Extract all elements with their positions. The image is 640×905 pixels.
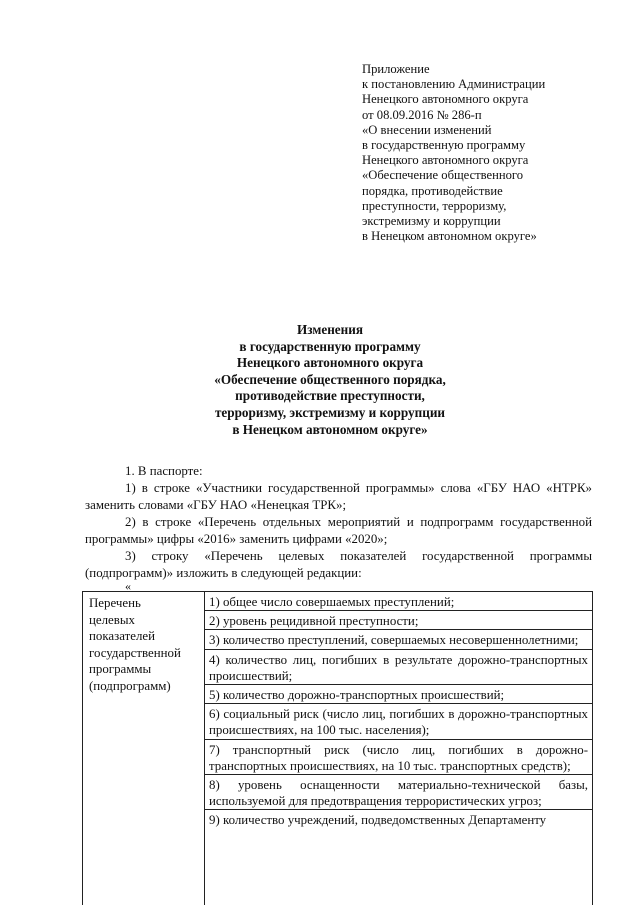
table-row: 8) уровень оснащенности материально-технической базы, используемой для предотвращения террористических угроз; <box>205 775 592 810</box>
section-heading: 1. В паспорте: <box>125 464 203 478</box>
table-row: 3) количество преступлений, совершаемых несовершеннолетними; <box>205 630 592 649</box>
annex-line: от 08.09.2016 № 286-п <box>362 107 482 122</box>
title-line: Изменения <box>297 322 363 337</box>
table-row: 6) социальный риск (число лиц, погибших в дорожно-транспортных происшествиях, на 100 тыс. населения); <box>205 704 592 739</box>
annex-header <box>362 62 612 244</box>
table-header-cell <box>83 592 205 905</box>
table-row: 9) количество учреждений, подведомственных Департаменту <box>209 813 547 828</box>
header-line: показателей <box>89 629 156 643</box>
annex-line: преступности, терроризму, <box>362 198 507 213</box>
title-line: в Ненецком автономном округе» <box>232 421 428 437</box>
header-line: Перечень <box>89 596 141 610</box>
table-row: 1) общее число совершаемых преступлений; <box>205 592 592 611</box>
header-line: государственной <box>89 645 181 660</box>
table-row: 7) транспортный риск (число лиц, погибших в дорожно-транспортных происшествиях, на 10 тыс. транспортных средств); <box>205 740 592 775</box>
annex-line: к постановлению Администрации <box>362 77 546 92</box>
header-line: (подпрограмм) <box>89 678 171 693</box>
annex-line: «Обеспечение общественного <box>362 168 524 183</box>
body-paragraphs <box>85 463 592 582</box>
annex-line: «О внесении изменений <box>362 122 492 137</box>
annex-line: в государственную программу <box>362 138 526 153</box>
title-line: в государственную программу <box>239 338 421 354</box>
title-line: Ненецкого автономного округа <box>236 355 424 371</box>
quote-open-mark: « <box>125 579 131 593</box>
annex-line: Ненецкого автономного округа <box>362 92 529 107</box>
annex-line: в Ненецком автономном округе» <box>362 229 537 244</box>
paragraph-item-3: 3) строку «Перечень целевых показателей государственной программы (подпрограмм)» изложить в следующей редакции: <box>85 549 592 580</box>
table-row: 4) количество лиц, погибших в результате дорожно-транспортных происшествий; <box>205 650 592 685</box>
table-row: 5) количество дорожно-транспортных происшествий; <box>205 685 592 704</box>
header-line: целевых <box>89 612 135 627</box>
paragraph-item-1: 1) в строке «Участники государственной программы» слова «ГБУ НАО «НТРК» заменить словами «ГБУ НАО «Ненецкая ТРК»; <box>85 481 592 512</box>
title-line: «Обеспечение общественного порядка, <box>214 371 446 387</box>
annex-line: экстремизму и коррупции <box>362 214 501 229</box>
table-row: 2) уровень рецидивной преступности; <box>205 611 592 630</box>
indicators-table <box>82 591 593 905</box>
annex-line: порядка, противодействие <box>362 183 503 198</box>
header-line: программы <box>89 662 152 676</box>
title-line: терроризму, экстремизму и коррупции <box>214 404 446 420</box>
annex-line: Приложение <box>362 62 430 76</box>
annex-line: Ненецкого автономного округа <box>362 153 529 168</box>
paragraph-item-2: 2) в строке «Перечень отдельных мероприятий и подпрограмм государственной программы» цифры «2016» заменить цифрами «2020»; <box>85 515 592 546</box>
document-title <box>100 322 560 438</box>
title-line: противодействие преступности, <box>235 388 425 404</box>
table-values-column <box>205 592 592 905</box>
